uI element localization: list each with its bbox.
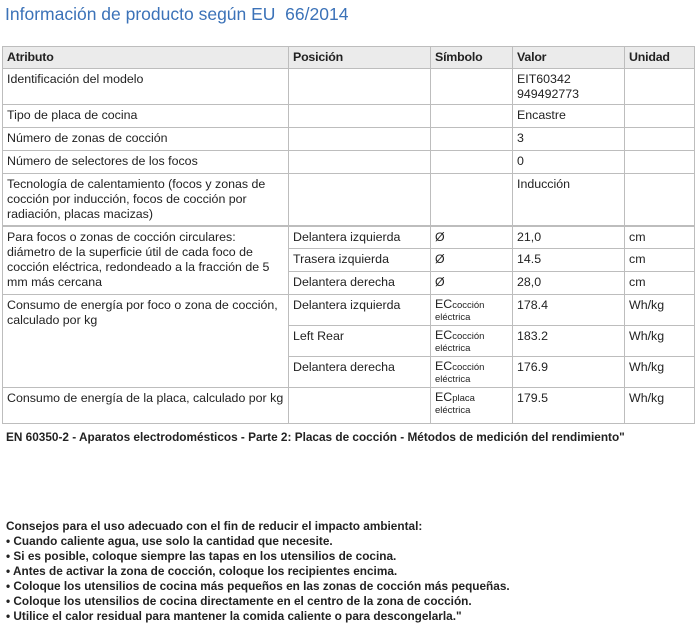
position: Left Rear [289, 326, 431, 357]
position: Trasera izquierda [289, 249, 431, 272]
diameter-symbol: Ø [431, 249, 513, 272]
position: Delantera izquierda [289, 295, 431, 326]
row-label: Consumo de energía de la placa, calculado por kg [3, 388, 289, 424]
header-simbolo: Símbolo [431, 47, 513, 69]
row-unit: cm [625, 272, 695, 295]
row-label: Tipo de placa de cocina [3, 105, 289, 128]
list-item: • Antes de activar la zona de cocción, coloque los recipientes encima. [6, 564, 398, 578]
list-item: • Utilice el calor residual para mantener la comida caliente o para descongelarla." [6, 609, 462, 623]
list-item: • Cuando caliente agua, use solo la cantidad que necesite. [6, 534, 333, 548]
row-value: 3 [513, 128, 625, 151]
eco-tips [6, 519, 692, 624]
row-label: Identificación del modelo [3, 69, 289, 105]
ec-symbol: ECplaca eléctrica [431, 388, 513, 424]
ec-symbol: ECcocción eléctrica [431, 326, 513, 357]
row-unit: Wh/kg [625, 388, 695, 424]
row-label: Número de zonas de cocción [3, 128, 289, 151]
row-unit: cm [625, 226, 695, 249]
ec-symbol: ECcocción eléctrica [431, 295, 513, 326]
header-atributo: Atributo [3, 47, 289, 69]
position: Delantera izquierda [289, 226, 431, 249]
row-value: 28,0 [513, 272, 625, 295]
product-info-table [2, 46, 695, 424]
row-unit: Wh/kg [625, 295, 695, 326]
table-row [3, 105, 695, 128]
table-row [3, 151, 695, 174]
list-item: • Coloque los utensilios de cocina directamente en el centro de la zona de cocción. [6, 594, 472, 608]
tips-heading: Consejos para el uso adecuado con el fin de reducir el impacto ambiental: [6, 519, 423, 533]
header-posicion: Posición [289, 47, 431, 69]
ec-symbol: ECcocción eléctrica [431, 357, 513, 388]
table-row [3, 69, 695, 105]
row-value: 14.5 [513, 249, 625, 272]
header-valor: Valor [513, 47, 625, 69]
position: Delantera derecha [289, 357, 431, 388]
position: Delantera derecha [289, 272, 431, 295]
row-label: Tecnología de calentamiento (focos y zonas de cocción por inducción, focos de cocción por radiación, placas macizas) [3, 174, 289, 226]
row-value: Encastre [513, 105, 625, 128]
row-label: Consumo de energía por foco o zona de cocción, calculado por kg [3, 295, 289, 388]
row-value: 179.5 [513, 388, 625, 424]
table-row [3, 174, 695, 226]
row-unit: Wh/kg [625, 357, 695, 388]
row-value: 0 [513, 151, 625, 174]
model-value: EIT60342 949492773 [513, 69, 625, 105]
row-value: 183.2 [513, 326, 625, 357]
row-value: 178.4 [513, 295, 625, 326]
list-item: • Si es posible, coloque siempre las tapas en los utensilios de cocina. [6, 549, 397, 563]
row-value: Inducción [513, 174, 625, 226]
header-unidad: Unidad [625, 47, 695, 69]
row-unit: Wh/kg [625, 326, 695, 357]
diameter-symbol: Ø [431, 226, 513, 249]
table-row [3, 226, 695, 249]
table-header-row [3, 47, 695, 69]
row-value: 176.9 [513, 357, 625, 388]
row-value: 21,0 [513, 226, 625, 249]
table-row [3, 128, 695, 151]
row-label: Para focos o zonas de cocción circulares: diámetro de la superficie útil de cada foco de cocción eléctrica, redondeado a la fracción de 5 mm más cercana [3, 226, 289, 295]
list-item: • Coloque los utensilios de cocina más pequeños en las zonas de cocción más pequeñas. [6, 579, 510, 593]
page-title: Información de producto según EU 66/2014 [5, 4, 349, 24]
diameter-symbol: Ø [431, 272, 513, 295]
standard-footnote: EN 60350-2 - Aparatos electrodomésticos - Parte 2: Placas de cocción - Métodos de medición del rendimiento" [6, 430, 625, 444]
row-unit: cm [625, 249, 695, 272]
row-label: Número de selectores de los focos [3, 151, 289, 174]
table-row [3, 388, 695, 424]
table-row [3, 295, 695, 326]
